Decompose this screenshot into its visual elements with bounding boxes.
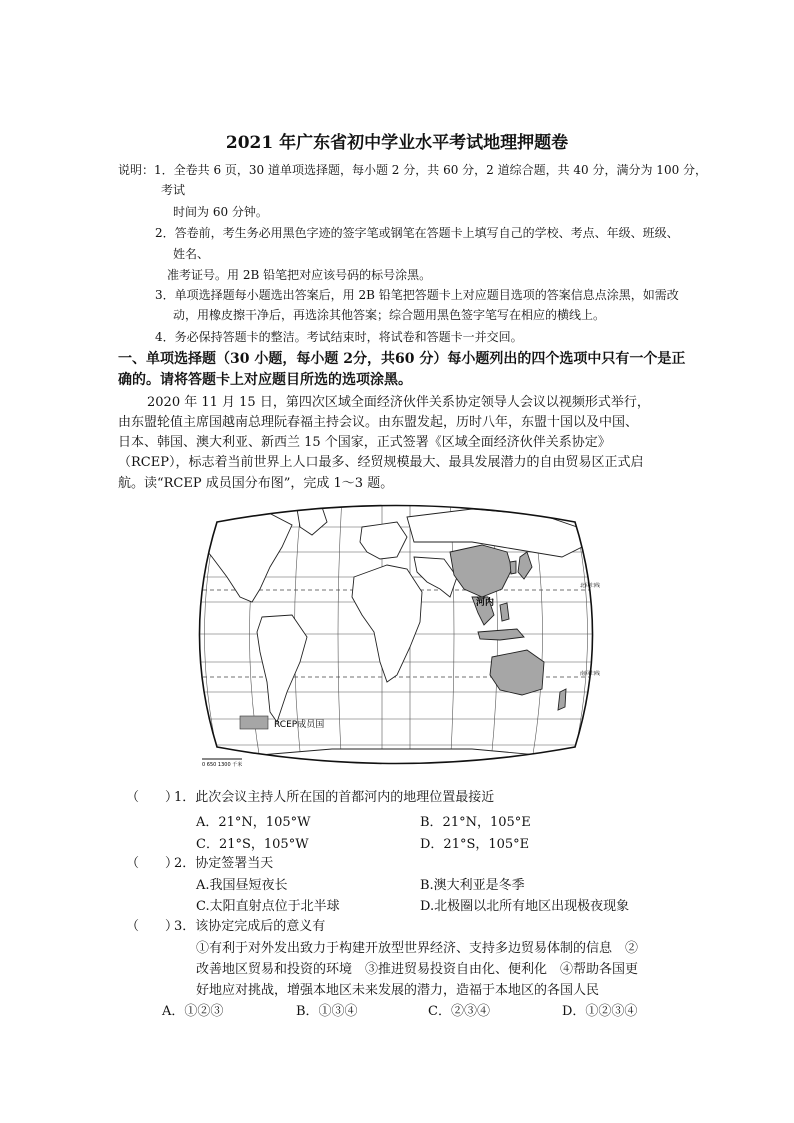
question-bracket: （ ） xyxy=(126,856,179,871)
question-bracket: （ ） xyxy=(126,790,179,805)
tropic-capricorn-label: 南回归线 xyxy=(580,671,601,677)
legend-swatch xyxy=(240,716,268,729)
option-d: D．①②③④ xyxy=(562,1004,638,1019)
passage-line: （RCEP），标志着当前世界上人口最多、经贸规模最大、最具发展潜力的自由贸易区正式启 xyxy=(118,455,644,470)
option-a: A.我国昼短夜长 xyxy=(196,878,288,893)
option-d: D．21°S，105°E xyxy=(420,837,530,852)
option-b: B．①③④ xyxy=(296,1004,358,1019)
city-label-hanoi: 河内 xyxy=(476,598,495,608)
world-map-svg xyxy=(182,497,610,772)
question-body-line: 改善地区贸易和投资的环境 ③推进贸易投资自由化、便利化 ④帮助各国更 xyxy=(196,962,639,977)
question-body-line: 好地应对挑战，增强本地区未来发展的潜力，造福于本地区的各国人民 xyxy=(196,983,600,998)
option-b: B．21°N，105°E xyxy=(420,815,531,830)
instruction-line-2c: 准考证号。用 2B 铅笔把对应该号码的标号涂黑。 xyxy=(167,268,432,282)
instruction-line-1c: 时间为 60 分钟。 xyxy=(173,205,268,219)
passage-line: 航。读“RCEP 成员国分布图”，完成 1～3 题。 xyxy=(118,476,394,491)
tropic-cancer-label: 北回归线 xyxy=(580,583,601,589)
instruction-line-3b: 动，用橡皮擦干净后，再选涂其他答案；综合题用黑色签字笔写在相应的横线上。 xyxy=(173,308,606,322)
option-a: A．①②③ xyxy=(162,1004,224,1019)
instruction-line-2: 2．答卷前，考生务必用黑色字迹的签字笔或钢笔在答题卡上填写自己的学校、考点、年级、班级、 xyxy=(155,226,679,240)
option-d: D.北极圈以北所有地区出现极夜现象 xyxy=(420,899,630,914)
section-heading-line-2: 确的。请将答题卡上对应题目所选的选项涂黑。 xyxy=(118,372,412,388)
question-stem: 1．此次会议主持人所在国的首都河内的地理位置最接近 xyxy=(174,790,495,805)
question-stem: 2．协定签署当天 xyxy=(174,856,274,871)
instruction-line-1: 说明：1．全卷共 6 页，30 道单项选择题，每小题 2 分，共 60 分，2 道综合题，共 40 分，满分为 100 分， xyxy=(118,163,708,177)
passage-line: 日本、韩国、澳大利亚、新西兰 15 个国家，正式签署《区域全面经济伙伴关系协定》 xyxy=(118,435,611,450)
section-heading-line-1: 一、单项选择题（30 小题，每小题 2分，共60 分）每小题列出的四个选项中只有一个是正 xyxy=(118,351,686,367)
instruction-line-1b: 考试 xyxy=(161,183,186,197)
question-bracket: （ ） xyxy=(126,919,179,934)
passage-line: 2020 年 11 月 15 日，第四次区域全面经济伙伴关系协定领导人会议以视频形式举行， xyxy=(147,395,650,410)
korea xyxy=(510,561,516,574)
philippines xyxy=(500,603,509,621)
passage-line: 由东盟轮值主席国越南总理阮春福主持会议。由东盟发起，历时八年，东盟十国以及中国、 xyxy=(118,415,639,430)
page-title: 2021 年广东省初中学业水平考试地理押题卷 xyxy=(225,133,569,153)
instruction-line-2b: 姓名、 xyxy=(173,247,210,261)
legend-label: RCEP成员国 xyxy=(274,720,325,730)
option-c: C．②③④ xyxy=(428,1004,490,1019)
question-stem: 3．该协定完成后的意义有 xyxy=(174,919,326,934)
instruction-line-3: 3．单项选择题每小题选出答案后，用 2B 铅笔把答题卡上对应题目选项的答案信息点涂黑，如需改 xyxy=(155,288,679,302)
rcep-world-map xyxy=(182,497,610,772)
option-c: C.太阳直射点位于北半球 xyxy=(196,899,340,914)
option-b: B.澳大利亚是冬季 xyxy=(420,878,525,893)
instruction-line-4: 4．务必保持答题卡的整洁。考试结束时，将试卷和答题卡一并交回。 xyxy=(155,330,523,344)
question-body-line: ①有利于对外发出致力于构建开放型世界经济、支持多边贸易体制的信息 ② xyxy=(196,941,639,956)
option-c: C．21°S，105°W xyxy=(196,837,309,852)
scale-label: 0 650 1300 千米 xyxy=(202,762,243,768)
option-a: A．21°N，105°W xyxy=(196,815,311,830)
